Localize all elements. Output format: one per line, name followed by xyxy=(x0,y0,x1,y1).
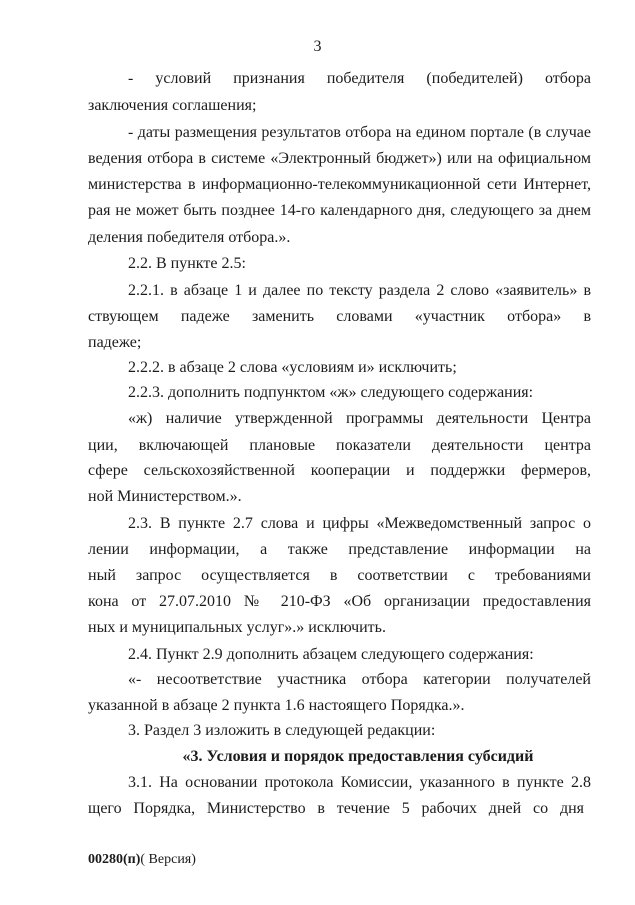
text-line: ствующем падеже заменить словами «участник отбора» в xyxy=(88,308,591,325)
text-line: сфере сельскохозяйственной кооперации и поддержки фермеров, xyxy=(88,462,591,479)
text-line: указанной в абзаце 2 пункта 1.6 настоящего Порядка.». xyxy=(88,697,465,714)
text-line: «ж) наличие утвержденной программы деятельности Центра xyxy=(128,410,591,427)
text-line: 2.3. В пункте 2.7 слова и цифры «Межведомственный запрос о xyxy=(128,515,591,532)
text-line: - даты размещения результатов отбора на едином портале (в случае xyxy=(128,124,591,141)
text-line: деления победителя отбора.». xyxy=(88,229,291,246)
text-line: ный запрос осуществляется в соответствии с требованиями xyxy=(88,567,591,584)
text-line: 3.1. На основании протокола Комиссии, указанного в пункте 2.8 xyxy=(128,774,591,791)
text-line: министерства в информационно-телекоммуникационной сети Интернет, xyxy=(88,176,591,193)
text-line: - условий признания победителя (победителей) отбора xyxy=(128,70,591,87)
document-code: 00280(п) xyxy=(88,852,141,867)
text-line: ных и муниципальных услуг».» исключить. xyxy=(88,619,386,636)
document-version: ( Версия) xyxy=(140,852,196,867)
text-line: 2.2.1. в абзаце 1 и далее по тексту раздела 2 слово «заявитель» в xyxy=(128,282,591,299)
text-line: 3. Раздел 3 изложить в следующей редакции: xyxy=(128,722,436,739)
text-line: лении информации, а также представление информации на xyxy=(88,541,591,558)
text-line: кона от 27.07.2010 № 210-ФЗ «Об организации предоставления xyxy=(88,593,591,610)
text-line: «- несоответствие участника отбора категории получателей xyxy=(128,671,591,688)
text-line: 2.2. В пункте 2.5: xyxy=(128,255,246,272)
text-line: заключения соглашения; xyxy=(88,97,257,114)
text-line: 2.2.2. в абзаце 2 слова «условиям и» исключить; xyxy=(128,359,457,376)
text-line: рая не может быть позднее 14-го календарного дня, следующего за днем xyxy=(88,202,591,219)
page-number: 3 xyxy=(313,38,322,55)
text-line: 2.2.3. дополнить подпунктом «ж» следующего содержания: xyxy=(128,384,534,401)
text-line: 2.4. Пункт 2.9 дополнить абзацем следующего содержания: xyxy=(128,646,534,663)
text-line: щего Порядка, Министерство в течение 5 рабочих дней со дня xyxy=(88,800,584,817)
text-line: ной Министерством.». xyxy=(88,488,242,505)
text-line: ведения отбора в системе «Электронный бюджет») или на официальном xyxy=(88,150,591,167)
document-footer xyxy=(88,851,196,868)
text-line: ции, включающей плановые показатели деятельности центра xyxy=(88,437,591,454)
section-heading: «3. Условия и порядок предоставления субсидий xyxy=(182,748,534,765)
text-line: падеже; xyxy=(88,334,142,351)
